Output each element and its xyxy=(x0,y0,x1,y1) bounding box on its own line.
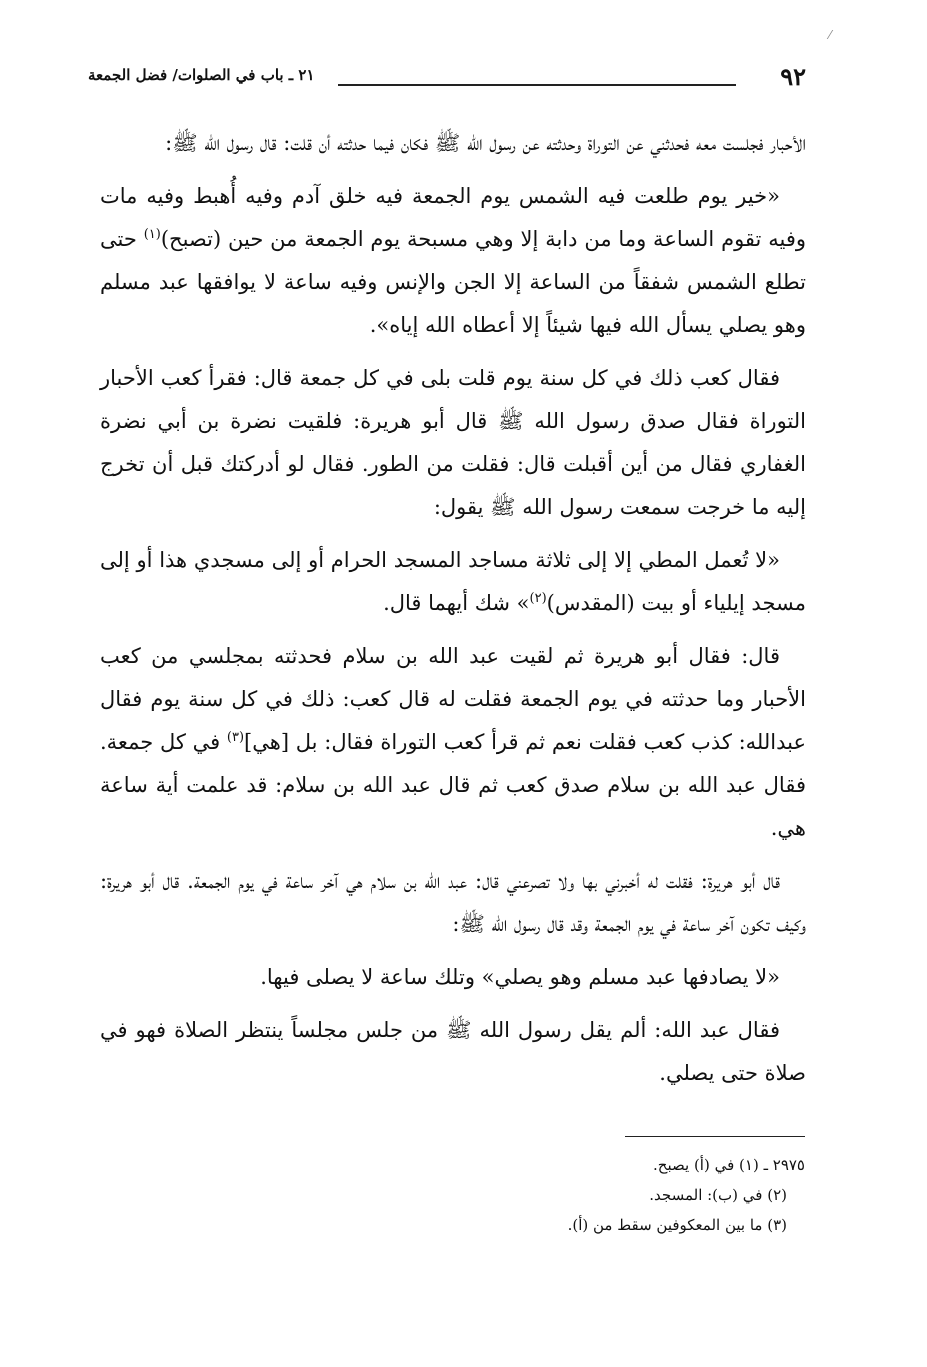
footnote: (٢) في (ب): المسجد. xyxy=(649,1186,787,1204)
footnote-ref: (٣) xyxy=(226,730,245,745)
page-number: ٩٢ xyxy=(780,62,806,91)
body-text xyxy=(100,122,806,1105)
paragraph: فقال عبد الله: ألم يقل رسول الله ﷺ من جلس مجلساً ينتظر الصلاة فهو في صلاة حتى يصلي. xyxy=(100,1018,806,1085)
paragraph: «لا يصادفها عبد مسلم وهو يصلي» وتلك ساعة لا يصلى فيها. xyxy=(260,965,780,989)
footnote: (٣) ما بين المعكوفين سقط من (أ). xyxy=(567,1216,787,1234)
footnote: ٢٩٧٥ ـ (١) في (أ) يصبح. xyxy=(653,1156,805,1174)
footnotes xyxy=(105,1150,805,1240)
page-header xyxy=(88,62,816,96)
scan-mark: ⁄ xyxy=(828,28,831,42)
footnote-ref: (٢) xyxy=(529,591,547,606)
paragraph: الأحبار فجلست معه فحدثني عن التوراة وحدثته عن رسول الله ﷺ فكان فيما حدثته أن قلت: قال رسول الله ﷺ: xyxy=(165,131,806,155)
paragraph: «لا تُعمل المطي إلا إلى ثلاثة مساجد المسجد الحرام أو إلى مسجدي هذا أو إلى مسجد إيلياء أو بيت (المقدس)$^{(٢)}$» شك أيهما قال. xyxy=(100,548,806,615)
paragraph: فقال كعب ذلك في كل سنة يوم قلت بلى في كل جمعة قال: فقرأ كعب الأحبار التوراة فقال صدق رسول الله ﷺ قال أبو هريرة: فلقيت نضرة بن أبي نضرة الغفاري فقال من أين أقبلت قال: فقلت من الطور. فقال لو أدركتك قبل أن تخرج إليه ما خرجت سمعت رسول الله ﷺ يقول: xyxy=(100,366,806,519)
footnote-ref: (١) xyxy=(143,227,161,242)
paragraph: «خير يوم طلعت فيه الشمس يوم الجمعة فيه خلق آدم وفيه أُهبط وفيه مات وفيه تقوم الساعة وما من دابة إلا وهي مسبحة يوم الجمعة من حين (تصبح)$^{(١)}$ حتى تطلع الشمس شفقاً من الساعة إلا الجن والإنس وفيه ساعة لا يوافقها عبد مسلم وهو يصلي يسأل الله فيها شيئاً إلا أعطاه الله إياه». xyxy=(100,184,807,337)
header-rule xyxy=(338,84,736,86)
running-title: ٢١ ـ باب في الصلوات/ فضل الجمعة xyxy=(88,66,315,84)
paragraph: قال: فقال أبو هريرة ثم لقيت عبد الله بن سلام فحدثته بمجلسي من كعب الأحبار وما حدثته في يوم الجمعة فقلت له قال كعب: ذلك في كل سنة يوم فقال عبدالله: كذب كعب فقلت نعم ثم قرأ كعب التوراة فقال: بل [هي]$^{(٣)}$ في كل جمعة. فقال عبد الله بن سلام صدق كعب ثم قال عبد الله بن سلام: قد علمت أية ساعة هي. xyxy=(100,644,807,840)
paragraph: قال أبو هريرة: فقلت له أخبرني بها ولا تصرعني قال: عبد الله بن سلام هي آخر ساعة في يوم الجمعة. قال أبو هريرة: وكيف تكون آخر ساعة في يوم الجمعة وقد قال رسول الله ﷺ: xyxy=(100,869,806,936)
footnote-rule xyxy=(625,1136,805,1137)
